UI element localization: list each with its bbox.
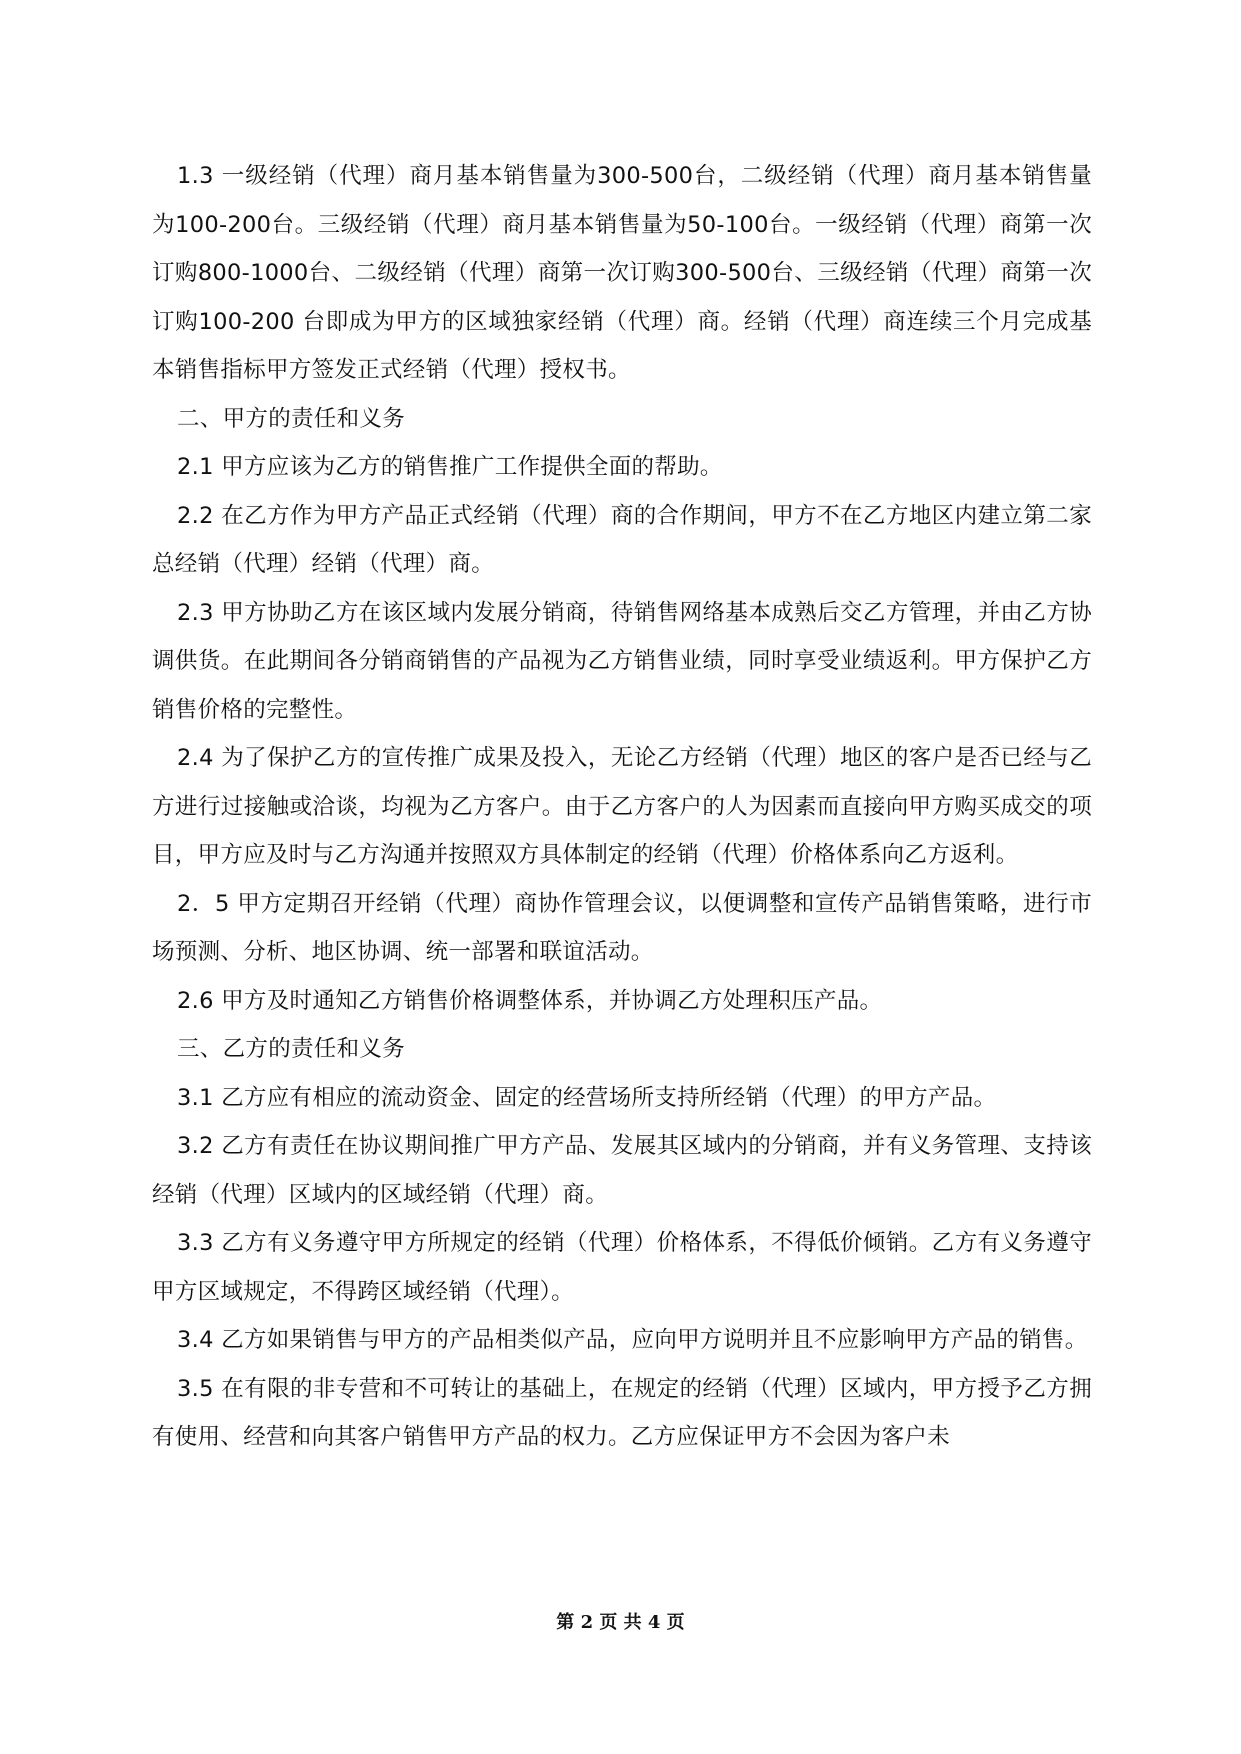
paragraph-2-4: 2.4 为了保护乙方的宣传推广成果及投入，无论乙方经销（代理）地区的客户是否已经与乙方进行过接触或洽谈，均视为乙方客户。由于乙方客户的人为因素而直接向甲方购买成交的项目，甲方应及时与乙方沟通并按照双方具体制定的经销（代理）价格体系向乙方返利。: [152, 745, 1092, 868]
document-body: [152, 152, 1092, 1462]
paragraph-2-2: 2.2 在乙方作为甲方产品正式经销（代理）商的合作期间，甲方不在乙方地区内建立第二家总经销（代理）经销（代理）商。: [152, 502, 1092, 577]
paragraph-3-5: 3.5 在有限的非专营和不可转让的基础上，在规定的经销（代理）区域内，甲方授予乙方拥有使用、经营和向其客户销售甲方产品的权力。乙方应保证甲方不会因为客户未: [152, 1375, 1092, 1450]
paragraph-3-2: 3.2 乙方有责任在协议期间推广甲方产品、发展其区域内的分销商，并有义务管理、支持该经销（代理）区域内的区域经销（代理）商。: [152, 1133, 1092, 1208]
paragraph-2-1: 2.1 甲方应该为乙方的销售推广工作提供全面的帮助。: [177, 454, 723, 480]
page-number-footer: 第 2 页 共 4 页: [556, 1612, 685, 1633]
paragraph-3-3: 3.3 乙方有义务遵守甲方所规定的经销（代理）价格体系，不得低价倾销。乙方有义务遵守甲方区域规定，不得跨区域经销（代理）。: [152, 1230, 1092, 1305]
paragraph-2-5: 2．5 甲方定期召开经销（代理）商协作管理会议，以便调整和宣传产品销售策略，进行市场预测、分析、地区协调、统一部署和联谊活动。: [152, 890, 1092, 965]
paragraph-1-3: 1.3 一级经销（代理）商月基本销售量为300-500台，二级经销（代理）商月基本销售量为100-200台。三级经销（代理）商月基本销售量为50-100台。一级经销（代理）商第一次订购800-1000台、二级经销（代理）商第一次订购300-500台、三级经销（代理）商第一次订购100-200 台即成为甲方的区域独家经销（代理）商。经销（代理）商连续三个月完成基本销售指标甲方签发正式经销（代理）授权书。: [152, 163, 1092, 383]
paragraph-3-1: 3.1 乙方应有相应的流动资金、固定的经营场所支持所经销（代理）的甲方产品。: [177, 1084, 997, 1111]
paragraph-3-4: 3.4 乙方如果销售与甲方的产品相类似产品，应向甲方说明并且不应影响甲方产品的销售。: [177, 1327, 1088, 1353]
paragraph-2-6: 2.6 甲方及时通知乙方销售价格调整体系，并协调乙方处理积压产品。: [177, 987, 883, 1014]
section-heading-3: 三、乙方的责任和义务: [177, 1036, 406, 1062]
section-heading-2: 二、甲方的责任和义务: [177, 405, 406, 432]
paragraph-2-3: 2.3 甲方协助乙方在该区域内发展分销商，待销售网络基本成熟后交乙方管理，并由乙方协调供货。在此期间各分销商销售的产品视为乙方销售业绩，同时享受业绩返利。甲方保护乙方销售价格的完整性。: [152, 599, 1092, 723]
